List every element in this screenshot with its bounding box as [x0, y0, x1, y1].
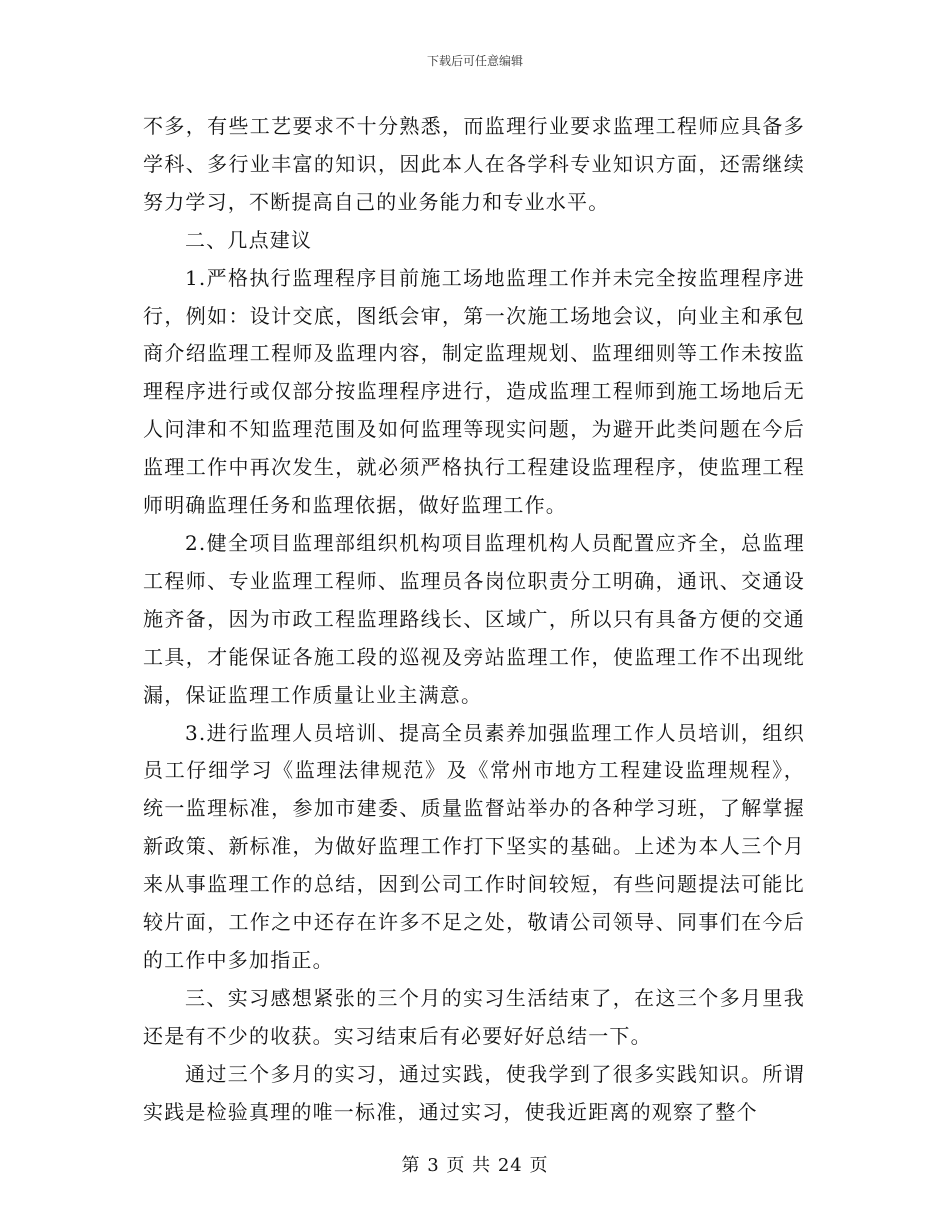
paragraph-continuation: 不多，有些工艺要求不十分熟悉，而监理行业要求监理工程师应具备多学科、多行业丰富的知识，因此本人在各学科专业知识方面，还需继续努力学习，不断提高自己的业务能力和专业水平。 [143, 114, 805, 214]
page-number: 第 3 页 共 24 页 [401, 1155, 549, 1176]
paragraph-internship-practice: 通过三个多月的实习，通过实践，使我学到了很多实践知识。所谓实践是检验真理的唯一标准，通过实习，使我近距离的观察了整个 [143, 1061, 805, 1124]
page-header: 下载后可任意编辑 [426, 54, 523, 68]
paragraph-suggestion-1: 1.严格执行监理程序目前施工场地监理工作并未完全按监理程序进行，例如：设计交底，图纸会审，第一次施工场地会议，向业主和承包商介绍监理工程师及监理内容，制定监理规划、监理细则等工作未按监理程序进行或仅部分按监理程序进行，造成监理工程师到施工场地后无人问津和不知监理范围及如何监理等现实问题，为避开此类问题在今后监理工作中再次发生，就必须严格执行工程建设监理程序，使监理工程师明确监理任务和监理依据，做好监理工作。 [143, 265, 805, 518]
section-heading-suggestions: 二、几点建议 [185, 227, 313, 252]
document-body [143, 108, 805, 1131]
paragraph-suggestion-3: 3.进行监理人员培训、提高全员素养加强监理工作人员培训，组织员工仔细学习《监理法律规范》及《常州市地方工程建设监理规程》，统一监理标准，参加市建委、质量监督站举办的各种学习班，了解掌握新政策、新标准，为做好监理工作打下坚实的基础。上述为本人三个月来从事监理工作的总结，因到公司工作时间较短，有些问题提法可能比较片面，工作之中还存在许多不足之处，敬请公司领导、同事们在今后的工作中多加指正。 [143, 720, 805, 972]
paragraph-internship-reflection: 三、实习感想紧张的三个月的实习生活结束了，在这三个多月里我还是有不少的收获。实习结束后有必要好好总结一下。 [143, 985, 805, 1048]
paragraph-suggestion-2: 2.健全项目监理部组织机构项目监理机构人员配置应齐全，总监理工程师、专业监理工程师、监理员各岗位职责分工明确，通讯、交通设施齐备，因为市政工程监理路线长、区域广，所以只有具备方便的交通工具，才能保证各施工段的巡视及旁站监理工作，使监理工作不出现纰漏，保证监理工作质量让业主满意。 [143, 530, 805, 707]
